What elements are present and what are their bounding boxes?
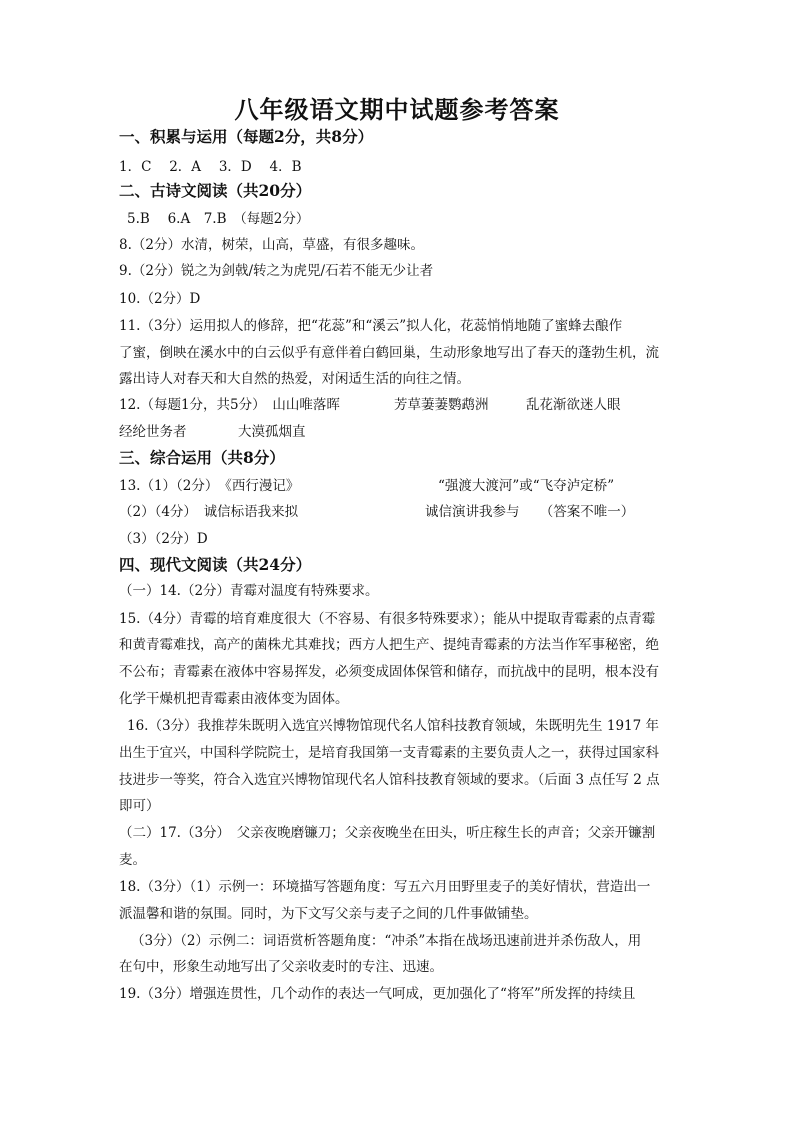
answer-line: （3）（2分）D [119, 531, 208, 547]
answer-line: 了蜜，倒映在溪水中的白云似乎有意伴着白鹤回巢，生动形象地写出了春天的蓬勃生机，流 [119, 345, 659, 361]
answer-line: 16.（3分）我推荐朱既明入选宜兴博物馆现代名人馆科技教育领域，朱既明先生 1917 年 [127, 718, 659, 734]
answer-12-item: 乱花渐欲迷人眼 [526, 397, 621, 413]
answer-line: （二）17.（3分） 父亲夜晚磨镰刀；父亲夜晚坐在田头，听庄稼生长的声音；父亲开镰割 [119, 825, 656, 841]
answer-line: 即可） [119, 798, 160, 814]
answer-12-item: 芳草萋萋鹦鹉洲 [394, 397, 489, 413]
answer-13-2-b: 诚信演讲我参与 （答案不唯一） [425, 504, 635, 520]
answer-line: （一）14.（2分）青霉对温度有特殊要求。 [119, 583, 379, 599]
page-title: 八年级语文期中试题参考答案 [234, 95, 560, 124]
section-heading-2: 二、古诗文阅读（共20分） [119, 181, 312, 200]
section-heading-1: 一、积累与运用（每题2分，共8分） [119, 127, 374, 146]
answer-line: 出生于宜兴，中国科学院院士，是培育我国第一支青霉素的主要负责人之一，获得过国家科 [119, 745, 659, 761]
answer-12-intro: 12.（每题1分，共5分） 山山唯落晖 [119, 397, 340, 413]
answer-line: 露出诗人对春天和大自然的热爱，对闲适生活的向往之情。 [119, 371, 470, 387]
answer-line: （3分）（2）示例二：词语赏析答题角度：“冲杀”本指在战场迅速前进并杀伤敌人，用 [131, 933, 642, 949]
answer-12-item: 大漠孤烟直 [238, 424, 306, 440]
answer-line: 5.B 6.A 7.B （每题2分） [127, 211, 310, 227]
section-heading-3: 三、综合运用（共8分） [119, 448, 285, 467]
answer-line: 技进步一等奖，符合入选宜兴博物馆现代名人馆科技教育领域的要求。（后面 3 点任写 2 点 [119, 772, 660, 788]
answer-line: 15.（4分）青霉的培育难度很大（不容易、有很多特殊要求）；能从中提取青霉素的点青霉 [119, 611, 656, 627]
answer-line: 在句中，形象生动地写出了父亲收麦时的专注、迅速。 [119, 959, 443, 975]
answer-13-1-a: 13.（1）（2分） 《西行漫记》 [119, 478, 300, 494]
answer-line: 10.（2分）D [119, 291, 201, 307]
answer-line: 18.（3分）（1）示例一：环境描写答题角度：写五六月田野里麦子的美好情状，营造出一 [119, 879, 651, 895]
answer-line: 麦。 [119, 852, 146, 868]
answer-12-item: 经纶世务者 [119, 424, 187, 440]
section-heading-4: 四、现代文阅读（共24分） [119, 555, 312, 574]
answer-line: 化学干燥机把青霉素由液体变为固体。 [119, 691, 349, 707]
answer-13-2-a: （2）（4分） 诚信标语我来拟 [119, 504, 299, 520]
answer-line: 和黄青霉难找，高产的菌株尤其难找；西方人把生产、提纯青霉素的方法当作军事秘密，绝 [119, 637, 659, 653]
answer-line: 不公布；青霉素在液体中容易挥发，必须变成固体保管和储存，而抗战中的昆明，根本没有 [119, 664, 659, 680]
answer-line: 9.（2分）锐之为剑戟/转之为虎兕/石若不能无少让者 [119, 263, 434, 279]
answer-line: 11.（3分）运用拟人的修辞，把“花蕊”和“溪云”拟人化，花蕊悄悄地随了蜜蜂去酿作 [119, 318, 623, 334]
answer-line: 19.（3分）增强连贯性，几个动作的表达一气呵成，更加强化了“将军”所发挥的持续且 [119, 986, 636, 1002]
answer-line: 派温馨和谐的氛围。同时，为下文写父亲与麦子之间的几件事做铺垫。 [119, 906, 538, 922]
answer-line: 8.（2分）水清，树荣，山高，草盛，有很多趣味。 [119, 237, 424, 253]
answer-13-1-b: “强渡大渡河”或“飞夺泸定桥” [438, 478, 615, 494]
answer-line: 1．C 2．A 3．D 4．B [119, 159, 302, 175]
